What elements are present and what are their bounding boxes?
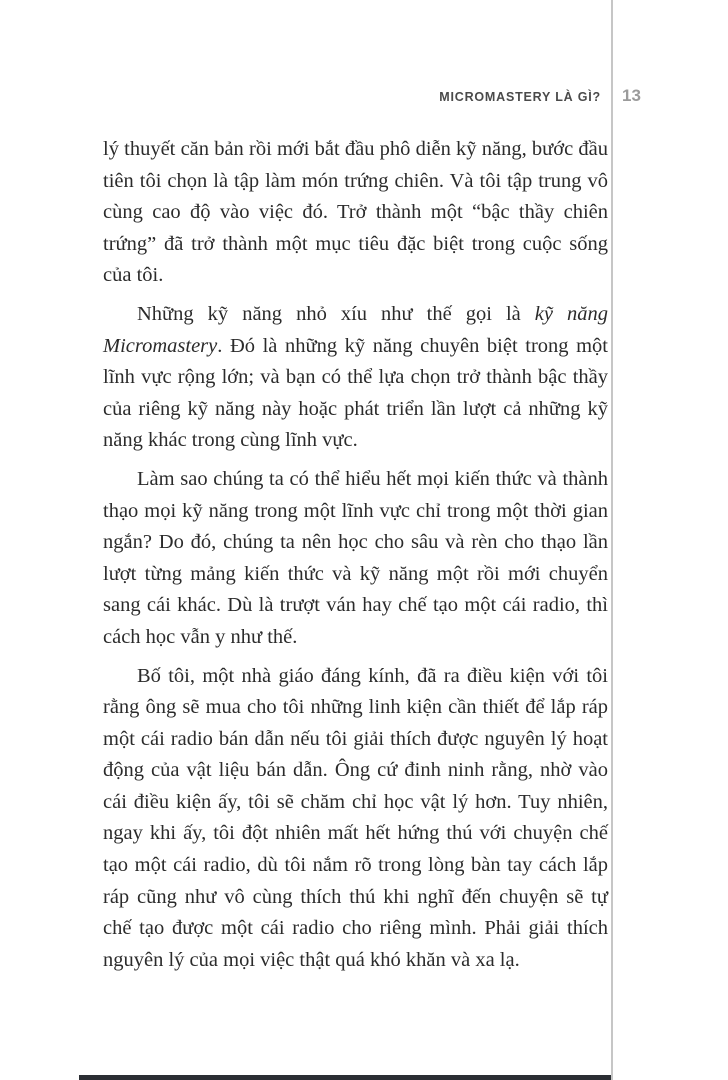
page-edge-divider [611, 0, 613, 1080]
text-run: . Đó là những kỹ năng chuyên biệt trong một lĩnh vực rộng lớn; và bạn có thể lựa chọn trở thành bậc thầy của riêng kỹ năng này hoặc phát triển lần lượt cả những kỹ năng khác trong cùng lĩnh vực. [103, 334, 608, 452]
text-run: lý thuyết căn bản rồi mới bắt đầu phô diễn kỹ năng, bước đầu tiên tôi chọn là tập làm món trứng chiên. Và tôi tập trung vô cùng cao độ vào việc đó. Trở thành một “bậc thầy chiên trứng” đã trở thành một mục tiêu đặc biệt trong cuộc sống của tôi. [103, 138, 608, 287]
paragraph [103, 134, 608, 292]
text-run: Bố tôi, một nhà giáo đáng kính, đã ra điều kiện với tôi rằng ông sẽ mua cho tôi những linh kiện cần thiết để lắp ráp một cái radio bán dẫn nếu tôi giải thích được nguyên lý hoạt động của vật liệu bán dẫn. Ông cứ đinh ninh rằng, nhờ vào cái điều kiện ấy, tôi sẽ chăm chỉ học vật lý hơn. Tuy nhiên, ngay khi ấy, tôi đột nhiên mất hết hứng thú với chuyện chế tạo một cái radio, dù tôi nắm rõ trong lòng bàn tay cách lắp ráp cũng như vô cùng thích thú khi nghĩ đến chuyện sẽ tự chế tạo được một cái radio cho riêng mình. Phải giải thích nguyên lý của mọi việc thật quá khó khăn và xa lạ. [103, 664, 608, 971]
paragraph [103, 299, 608, 457]
page-bottom-edge [79, 1075, 611, 1080]
text-run: Những kỹ năng nhỏ xíu như thế gọi là [137, 302, 535, 325]
page-body [103, 134, 608, 976]
page-number: 13 [622, 86, 641, 105]
paragraph [103, 464, 608, 654]
italic-text-run: kỹ năng Micromastery [103, 302, 608, 357]
paragraph [103, 661, 608, 977]
running-header-title: MICROMASTERY LÀ GÌ? [439, 90, 601, 104]
text-run: Làm sao chúng ta có thể hiểu hết mọi kiến thức và thành thạo mọi kỹ năng trong một lĩnh vực chỉ trong một thời gian ngắn? Do đó, chúng ta nên học cho sâu và rèn cho thạo lần lượt từng mảng kiến thức và kỹ năng một rồi mới chuyển sang cái khác. Dù là trượt ván hay chế tạo một cái radio, thì cách học vẫn y như thế. [103, 467, 608, 648]
